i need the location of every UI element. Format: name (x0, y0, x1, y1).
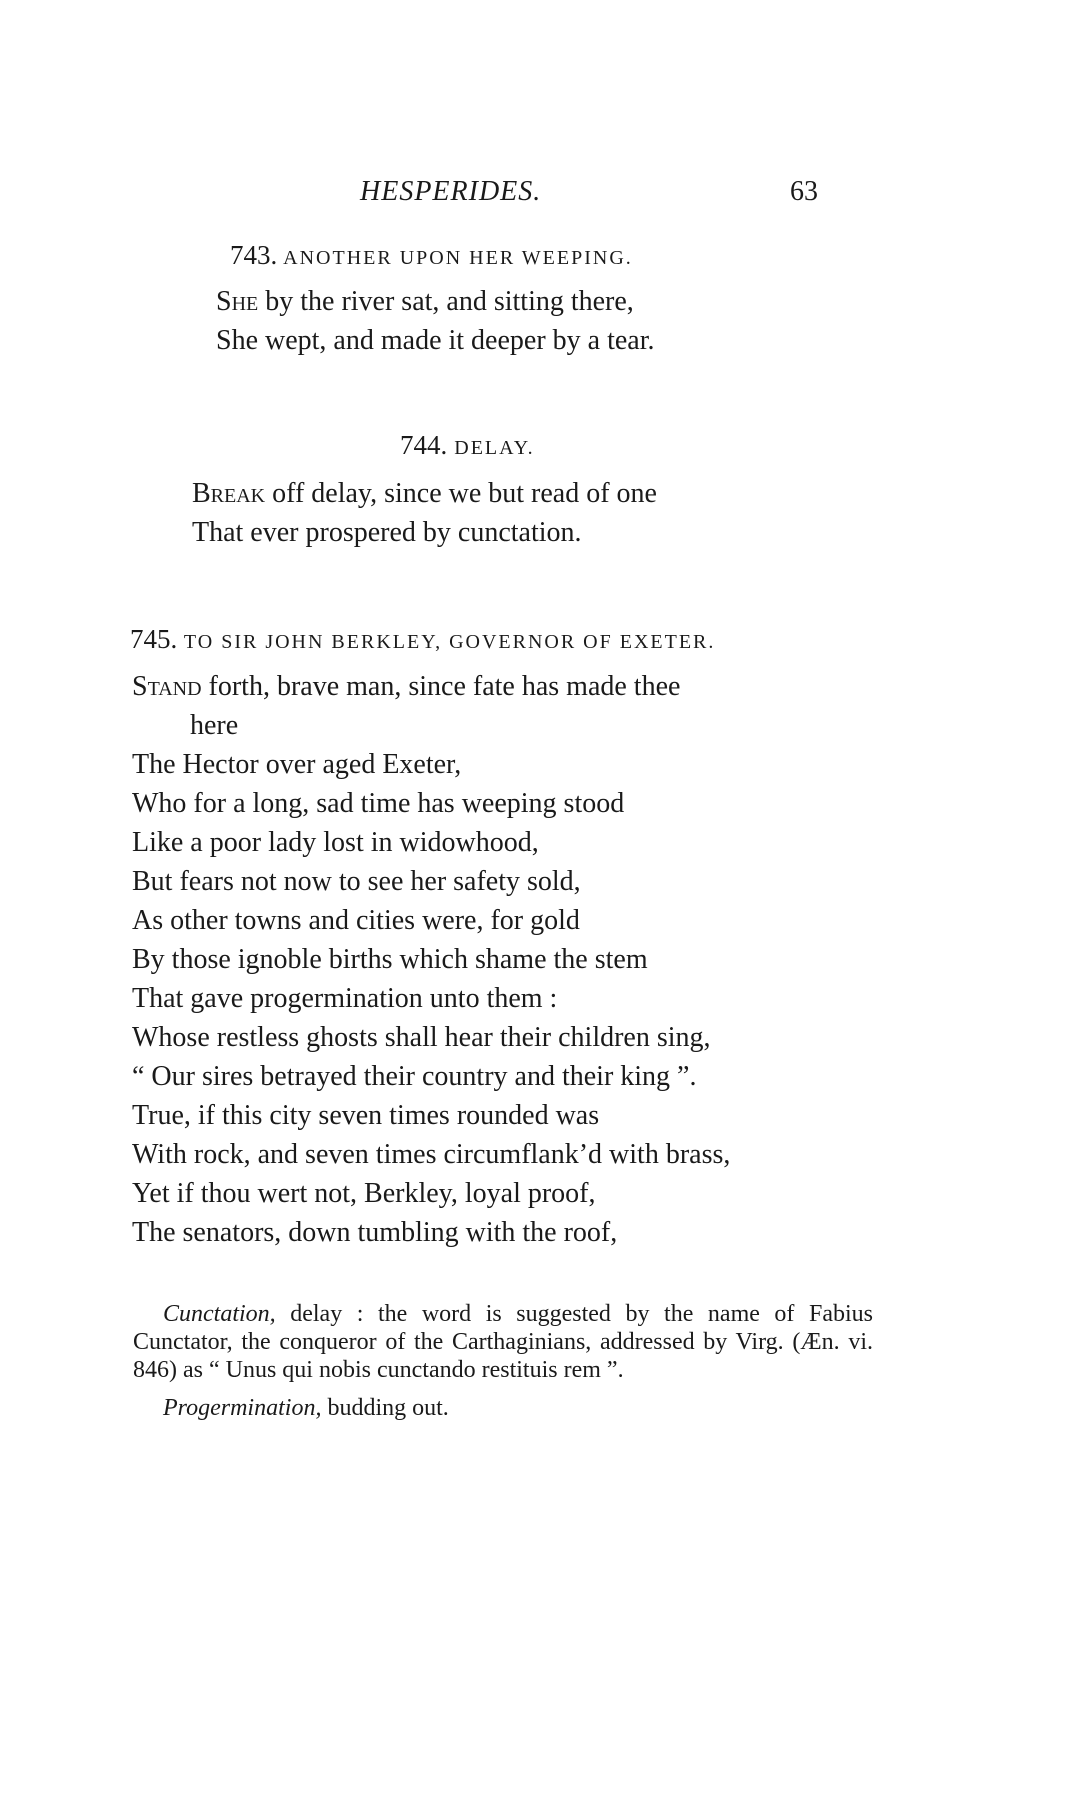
page-number: 63 (790, 176, 818, 207)
verse-initial-word: Break (192, 478, 266, 509)
verse-line (216, 286, 634, 318)
verse-line: True, if this city seven times rounded was (132, 1100, 600, 1131)
verse-initial-word: She (216, 286, 259, 317)
verse-line: “ Our sires betrayed their country and their king ”. (132, 1061, 697, 1092)
verse-line: here (190, 710, 239, 741)
verse-line: The Hector over aged Exeter, (132, 749, 462, 780)
verse-line: Yet if thou wert not, Berkley, loyal proof, (132, 1178, 596, 1209)
verse-line: The senators, down tumbling with the roof, (132, 1217, 618, 1248)
footnote-term: Progermination, (163, 1395, 322, 1421)
verse-initial-word: Stand (132, 671, 202, 702)
verse-line: She wept, and made it deeper by a tear. (216, 325, 655, 356)
running-title: HESPERIDES. (360, 176, 542, 207)
verse-line: With rock, and seven times circumflank’d with brass, (132, 1139, 731, 1170)
footnote-text: delay : the word is suggested by the name of Fabius Cunctator, the conqueror of the Carthaginians, addressed by Virg. (Æn. vi. 846) as “ Unus qui nobis cunctando restituis rem ”. (133, 1301, 873, 1383)
verse-line: Whose restless ghosts shall hear their children sing, (132, 1022, 711, 1053)
poem-heading-745 (130, 624, 715, 655)
poem-title: DELAY. (454, 437, 535, 459)
verse-line: But fears not now to see her safety sold, (132, 866, 581, 897)
verse-line (132, 671, 680, 703)
footnote-term: Cunctation, (163, 1301, 276, 1327)
footnote-text: budding out. (321, 1395, 449, 1421)
verse-text: off delay, since we but read of one (265, 478, 657, 509)
poem-title: ANOTHER UPON HER WEEPING. (283, 247, 633, 269)
verse-line (192, 478, 657, 510)
poem-heading-744 (400, 430, 535, 461)
verse-line: By those ignoble births which shame the stem (132, 944, 648, 975)
verse-line: That ever prospered by cunctation. (192, 517, 582, 548)
verse-text: by the river sat, and sitting there, (258, 286, 634, 317)
poem-heading-743 (230, 240, 633, 271)
footnote-progermination (133, 1394, 873, 1422)
verse-line: Like a poor lady lost in widowhood, (132, 827, 539, 858)
poem-number: 743. (230, 240, 278, 270)
poem-title: TO SIR JOHN BERKLEY, GOVERNOR OF EXETER. (183, 631, 716, 653)
verse-line: As other towns and cities were, for gold (132, 905, 580, 936)
poem-number: 745. (130, 624, 178, 654)
verse-line: That gave progermination unto them : (132, 983, 558, 1014)
poem-number: 744. (400, 430, 448, 460)
verse-text: forth, brave man, since fate has made thee (201, 671, 681, 702)
footnote-cunctation (133, 1300, 873, 1384)
footnotes (133, 1300, 873, 1422)
verse-line: Who for a long, sad time has weeping stood (132, 788, 625, 819)
